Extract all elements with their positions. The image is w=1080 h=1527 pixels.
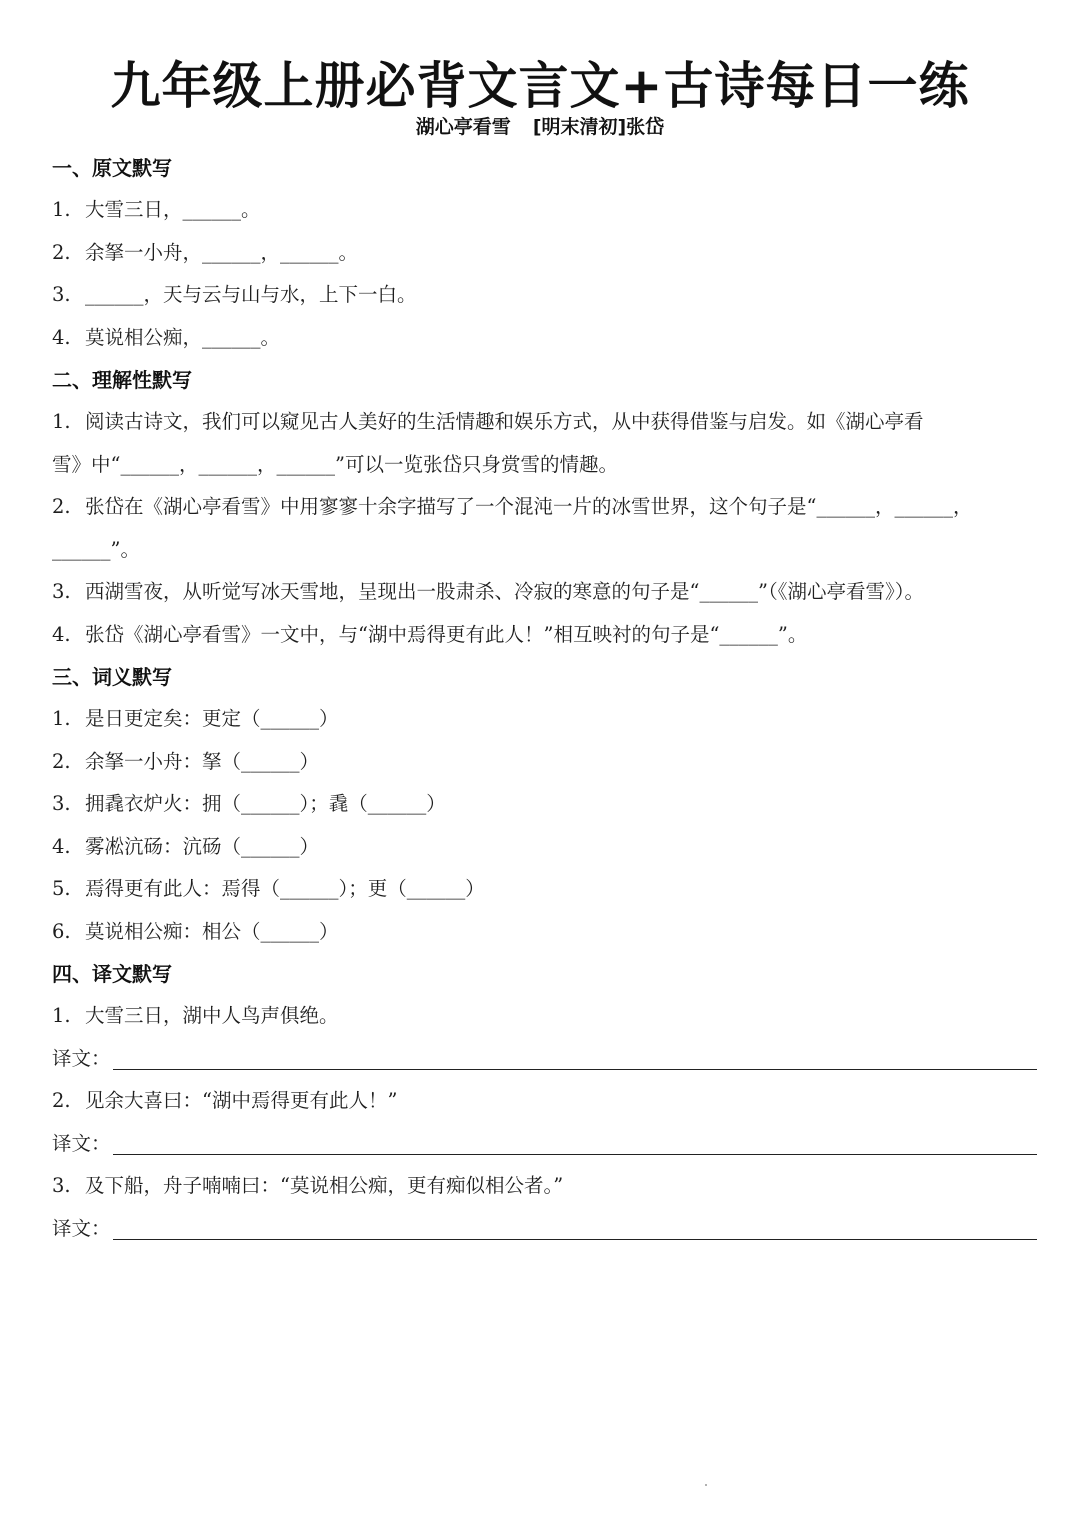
question-text: 阅读古诗文，我们可以窥见古人美好的生活情趣和娱乐方式，从中获得借鉴与启发。如《湖心亭看 [85,410,924,433]
question-number: 5. [52,877,71,900]
question-number: 6. [52,919,71,943]
question-item [52,995,1037,1038]
question-text: 雾凇沆砀：沆砀（______） [85,834,320,858]
translation-label: 译文： [52,1131,111,1155]
question-item [52,868,1037,911]
section-heading-original-text: 一、原文默写 [52,156,172,180]
question-number: 4. [52,325,71,349]
worksheet-body [52,147,1037,1250]
question-number: 1. [52,1004,71,1027]
question-number: 2. [52,495,71,518]
question-item [52,614,1037,657]
section-heading-comprehension: 二、理解性默写 [52,368,192,392]
question-number: 4. [52,834,71,858]
page-title: 九年级上册必背文言文+古诗每日一练 [110,57,970,115]
question-text: 莫说相公痴：相公（______） [85,919,339,943]
answer-line [113,1239,1037,1240]
question-item [52,486,1037,529]
answer-line [113,1154,1037,1155]
question-number: 3. [52,580,71,603]
question-text: 西湖雪夜，从听觉写冰天雪地，呈现出一股肃杀、冷寂的寒意的句子是“______”（《湖心亭看雪》）。 [85,580,924,603]
question-number: 3. [52,1174,71,1197]
question-item [52,274,1037,317]
translation-label: 译文： [52,1216,111,1240]
question-text: 是日更定矣：更定（______） [85,707,339,730]
question-text: 张岱在《湖心亭看雪》中用寥寥十余字描写了一个混沌一片的冰雪世界，这个句子是“______，______， [85,495,973,518]
question-item [52,741,1037,784]
question-number: 4. [52,622,71,646]
question-text: 张岱《湖心亭看雪》一文中，与“湖中焉得更有此人！”相互映衬的句子是“______”。 [85,622,808,646]
question-number: 1. [52,198,71,221]
question-text: 大雪三日，______。 [85,198,261,221]
question-number: 2. [52,240,71,264]
question-text: 拥毳衣炉火：拥（______）；毳（______） [85,792,446,815]
question-text: 见余大喜曰：“湖中焉得更有此人！” [85,1089,398,1112]
question-item [52,1165,1037,1208]
question-continuation [52,444,1037,487]
section-heading-word-meaning: 三、词义默写 [52,665,172,689]
question-item [52,698,1037,741]
question-item [52,783,1037,826]
question-item [52,571,1037,614]
question-item [52,1080,1037,1123]
work-title: 湖心亭看雪 [415,116,511,138]
translation-label: 译文： [52,1046,111,1070]
question-text: 莫说相公痴，______。 [85,325,281,349]
question-number: 2. [52,749,71,773]
answer-line [113,1069,1037,1070]
question-item [52,317,1037,360]
question-number: 1. [52,707,71,730]
question-item [52,401,1037,444]
translation-row [52,1123,1037,1166]
scan-speck [705,1484,707,1486]
question-item [52,189,1037,232]
question-text: 雪》中“______，______，______”可以一览张岱只身赏雪的情趣。 [52,452,618,476]
translation-row [52,1208,1037,1251]
question-text: ______，天与云与山与水，上下一白。 [85,283,417,306]
subtitle [0,113,1080,141]
question-text: 大雪三日，湖中人鸟声俱绝。 [85,1004,339,1027]
question-item [52,232,1037,275]
section-heading-translation: 四、译文默写 [52,962,172,986]
question-number: 3. [52,792,71,815]
question-text: 余拏一小舟，______，______。 [85,240,359,264]
question-text: 余拏一小舟：拏（______） [85,749,320,773]
question-number: 1. [52,410,71,433]
author-line: [明末清初]张岱 [532,116,665,138]
translation-row [52,1038,1037,1081]
question-continuation [52,529,1037,572]
question-item [52,826,1037,869]
question-number: 3. [52,283,71,306]
question-number: 2. [52,1089,71,1112]
question-text: 及下船，舟子喃喃曰：“莫说相公痴，更有痴似相公者。” [85,1174,564,1197]
question-text: 焉得更有此人：焉得（______）；更（______） [85,877,485,900]
question-item [52,911,1037,954]
question-text: ______”。 [52,537,140,561]
